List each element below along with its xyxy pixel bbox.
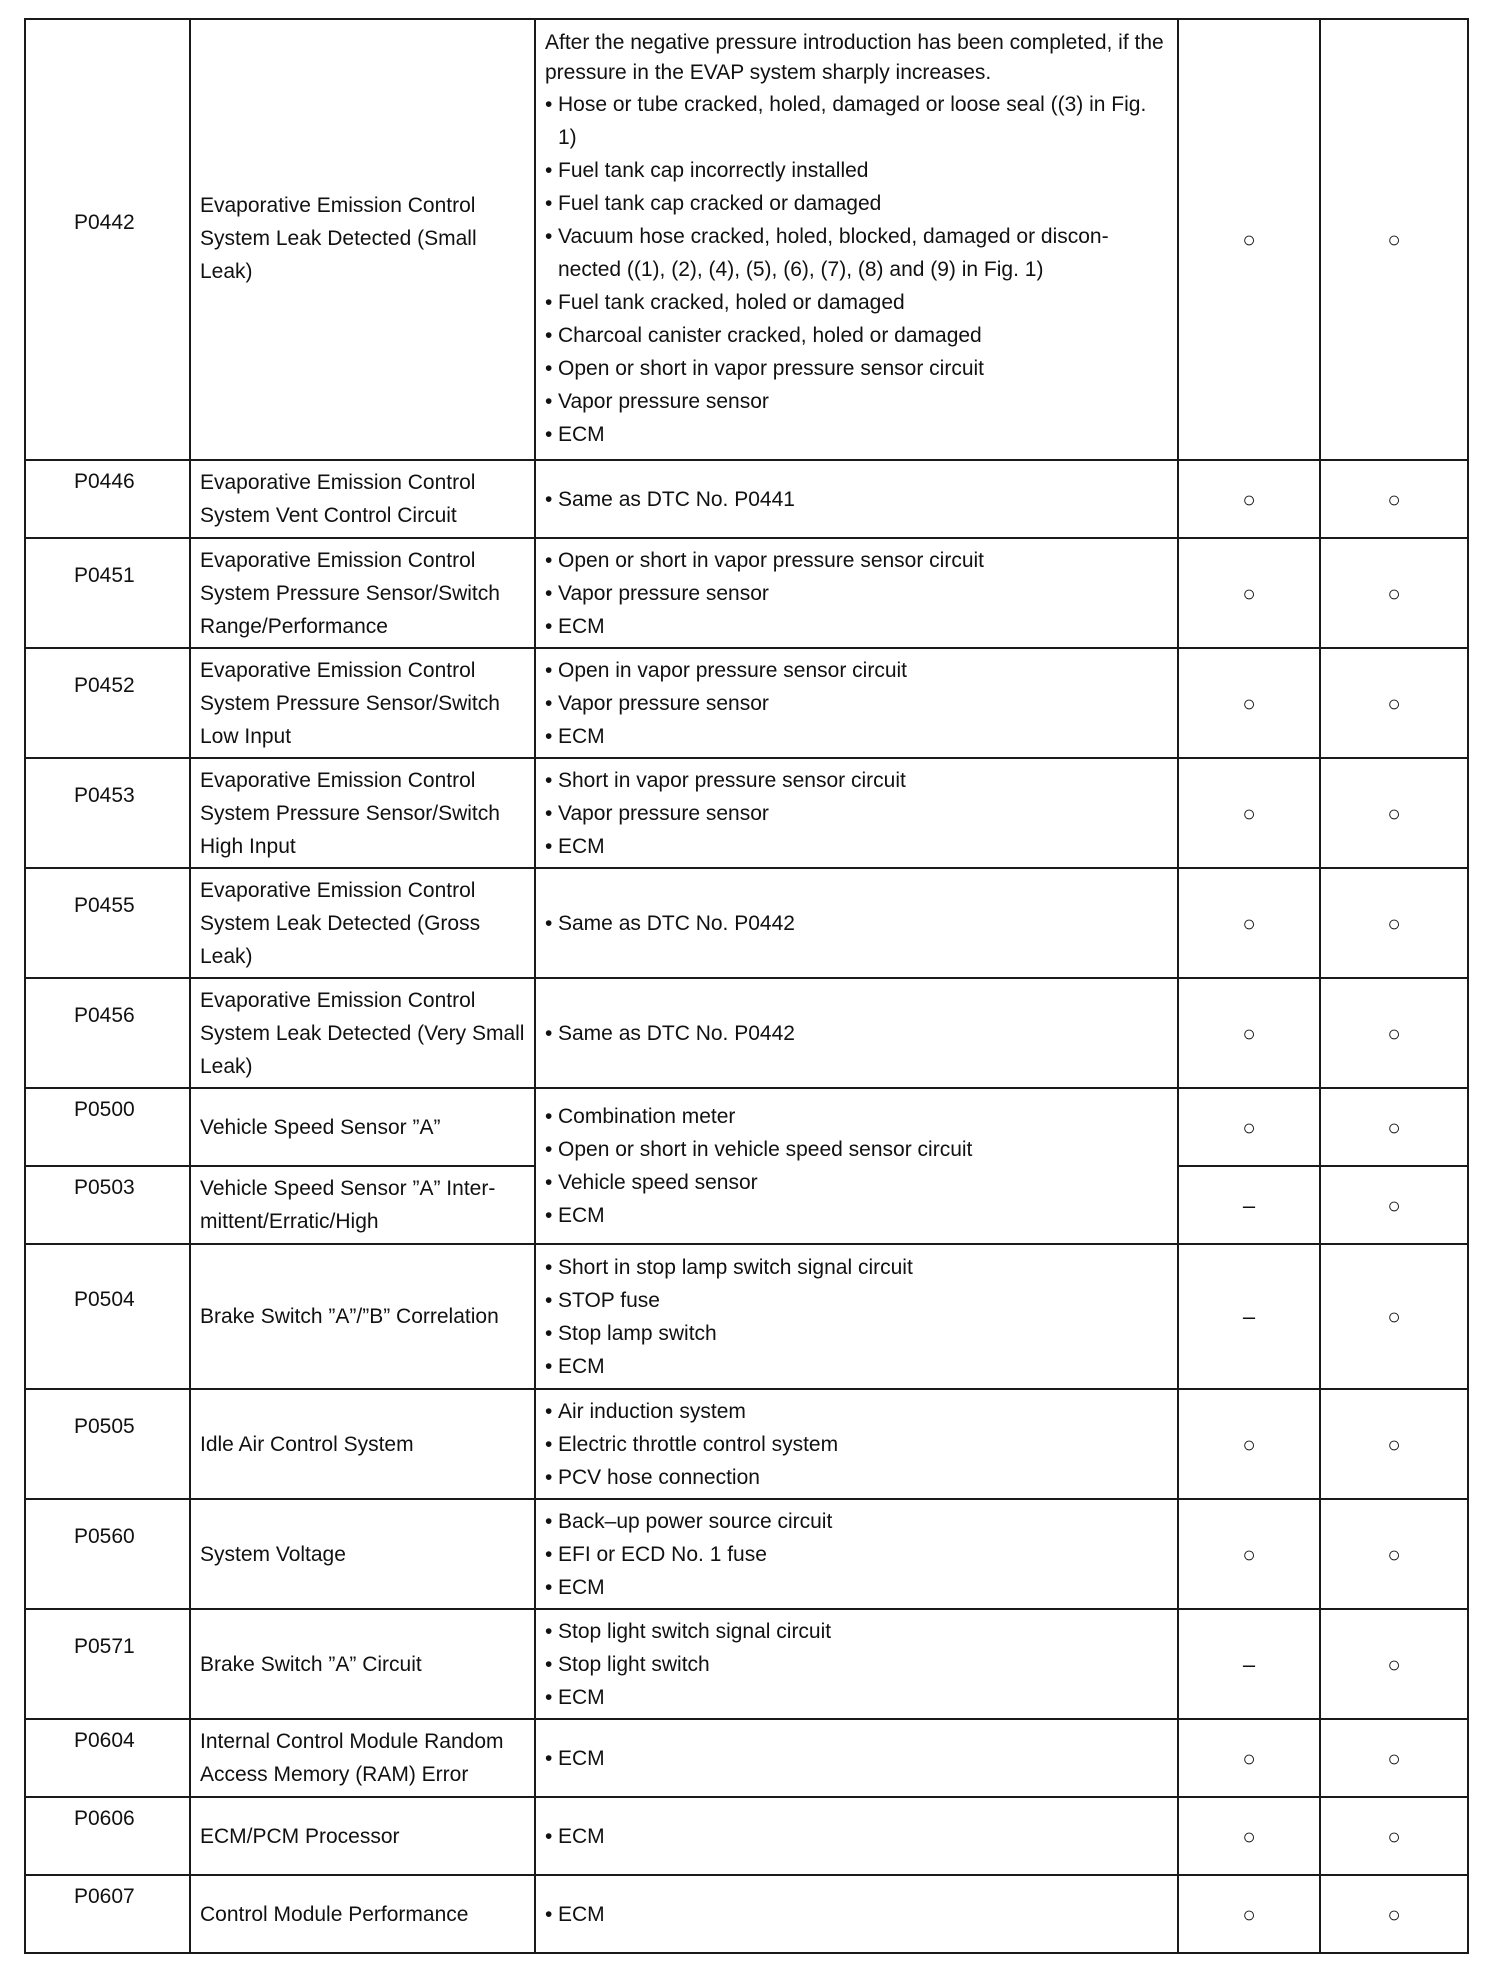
mil-indicator: ○ xyxy=(1242,690,1256,716)
memory-cell xyxy=(1320,758,1468,868)
dtc-code-cell xyxy=(25,978,190,1088)
detection-item-cell xyxy=(190,1389,535,1499)
mil-cell xyxy=(1178,978,1320,1088)
dtc-code: P0505 xyxy=(74,1415,135,1438)
table-row xyxy=(25,648,1468,758)
trouble-area-list xyxy=(545,483,1167,516)
list-item: • ECM xyxy=(545,1199,1167,1232)
trouble-area-list xyxy=(545,1898,1167,1931)
mil-cell xyxy=(1178,1244,1320,1389)
mil-cell xyxy=(1178,460,1320,538)
detection-item-cell xyxy=(190,648,535,758)
trouble-area-list xyxy=(545,1251,1167,1383)
list-item: • Stop light switch signal circuit xyxy=(545,1615,1167,1648)
list-item: • ECM xyxy=(545,720,1167,753)
trouble-area-cell xyxy=(535,1088,1178,1244)
memory-cell xyxy=(1320,1499,1468,1609)
trouble-area-cell xyxy=(535,648,1178,758)
mil-cell xyxy=(1178,1166,1320,1244)
mil-indicator: ○ xyxy=(1242,1823,1256,1849)
trouble-area-cell xyxy=(535,1875,1178,1953)
detection-item-cell xyxy=(190,1088,535,1166)
list-item: • ECM xyxy=(545,830,1167,863)
list-item: • ECM xyxy=(545,418,1167,451)
dtc-code-cell xyxy=(25,1875,190,1953)
table-row xyxy=(25,19,1468,460)
memory-cell xyxy=(1320,1166,1468,1244)
dtc-code: P0571 xyxy=(74,1635,135,1658)
list-item: • Fuel tank cap cracked or damaged xyxy=(545,187,1167,220)
mil-indicator: ○ xyxy=(1242,1541,1256,1567)
dtc-table xyxy=(24,18,1469,1954)
list-item: • Fuel tank cracked, holed or damaged xyxy=(545,286,1167,319)
trouble-area-cell xyxy=(535,978,1178,1088)
list-item: • Stop light switch xyxy=(545,1648,1167,1681)
table-row xyxy=(25,460,1468,538)
memory-cell xyxy=(1320,1389,1468,1499)
list-item: • EFI or ECD No. 1 fuse xyxy=(545,1538,1167,1571)
memory-cell xyxy=(1320,19,1468,460)
mil-cell xyxy=(1178,1088,1320,1166)
list-item: • Same as DTC No. P0442 xyxy=(545,1017,1167,1050)
mil-cell xyxy=(1178,1875,1320,1953)
dtc-code: P0504 xyxy=(74,1288,135,1311)
detection-item: Control Module Performance xyxy=(200,1902,469,1926)
list-item: • Open or short in vapor pressure sensor circuit xyxy=(545,352,1167,385)
trouble-area-list xyxy=(545,1742,1167,1775)
table-row xyxy=(25,1088,1468,1166)
mil-indicator: ○ xyxy=(1242,800,1256,826)
list-item: • PCV hose connection xyxy=(545,1461,1167,1494)
mil-indicator: ○ xyxy=(1242,1020,1256,1046)
trouble-area-list xyxy=(545,544,1167,643)
trouble-area-list xyxy=(545,907,1167,940)
detection-item: Evaporative Emission Control System Pressure Sensor/Switch High Input xyxy=(200,768,500,858)
mil-cell xyxy=(1178,758,1320,868)
table-row xyxy=(25,1875,1468,1953)
list-item: • Back–up power source circuit xyxy=(545,1505,1167,1538)
list-item: • Vacuum hose cracked, holed, blocked, damaged or discon-nected ((1), (2), (4), (5), (6), (7), (8) and (9) in Fig. 1) xyxy=(545,220,1167,286)
dtc-code: P0442 xyxy=(74,210,135,234)
table-row xyxy=(25,1389,1468,1499)
mil-cell xyxy=(1178,648,1320,758)
dtc-code-cell xyxy=(25,1166,190,1244)
list-item: • Short in vapor pressure sensor circuit xyxy=(545,764,1167,797)
trouble-area-list xyxy=(545,1505,1167,1604)
mil-cell xyxy=(1178,868,1320,978)
dtc-code: P0452 xyxy=(74,674,135,697)
list-item: • Fuel tank cap incorrectly installed xyxy=(545,154,1167,187)
dtc-code-cell xyxy=(25,648,190,758)
dtc-code-cell xyxy=(25,1244,190,1389)
trouble-area-cell xyxy=(535,1244,1178,1389)
table-row xyxy=(25,538,1468,648)
memory-cell xyxy=(1320,538,1468,648)
list-item: • Same as DTC No. P0442 xyxy=(545,907,1167,940)
mil-indicator: ○ xyxy=(1242,1114,1256,1140)
mil-indicator: ○ xyxy=(1242,910,1256,936)
list-item: • ECM xyxy=(545,1681,1167,1714)
detection-item: Evaporative Emission Control System Vent Control Circuit xyxy=(200,471,476,527)
detection-item-cell xyxy=(190,1499,535,1609)
detection-item-cell xyxy=(190,1875,535,1953)
mil-indicator: – xyxy=(1242,1651,1256,1677)
detection-item-cell xyxy=(190,19,535,460)
dtc-code-cell xyxy=(25,1609,190,1719)
trouble-area-cell xyxy=(535,868,1178,978)
list-item: • Charcoal canister cracked, holed or damaged xyxy=(545,319,1167,352)
trouble-area-cell xyxy=(535,460,1178,538)
memory-cell xyxy=(1320,1797,1468,1875)
memory-cell xyxy=(1320,648,1468,758)
mil-indicator: ○ xyxy=(1242,1901,1256,1927)
trouble-area-list xyxy=(545,88,1167,451)
mil-cell xyxy=(1178,1797,1320,1875)
dtc-code: P0606 xyxy=(74,1807,135,1830)
dtc-code: P0607 xyxy=(74,1885,135,1908)
trouble-area-intro: After the negative pressure introduction has been completed, if the pressure in the EVAP system sharply increases. xyxy=(545,31,1164,84)
detection-item-cell xyxy=(190,1166,535,1244)
memory-cell xyxy=(1320,1875,1468,1953)
detection-item: Evaporative Emission Control System Pressure Sensor/Switch Range/Performance xyxy=(200,548,500,638)
detection-item: Idle Air Control System xyxy=(200,1432,414,1456)
detection-item-cell xyxy=(190,460,535,538)
trouble-area-cell xyxy=(535,758,1178,868)
memory-indicator: ○ xyxy=(1387,1823,1401,1849)
detection-item: Internal Control Module Random Access Memory (RAM) Error xyxy=(200,1730,504,1786)
table-row xyxy=(25,1609,1468,1719)
list-item: • Open in vapor pressure sensor circuit xyxy=(545,654,1167,687)
trouble-area-cell xyxy=(535,538,1178,648)
list-item: • STOP fuse xyxy=(545,1284,1167,1317)
list-item: • ECM xyxy=(545,1742,1167,1775)
trouble-area-cell xyxy=(535,1719,1178,1797)
memory-cell xyxy=(1320,978,1468,1088)
list-item: • Vehicle speed sensor xyxy=(545,1166,1167,1199)
list-item: • ECM xyxy=(545,1898,1167,1931)
mil-indicator: ○ xyxy=(1242,486,1256,512)
memory-indicator: ○ xyxy=(1387,1651,1401,1677)
memory-indicator: ○ xyxy=(1387,1192,1401,1218)
memory-cell xyxy=(1320,1244,1468,1389)
memory-indicator: ○ xyxy=(1387,800,1401,826)
mil-indicator: ○ xyxy=(1242,1745,1256,1771)
mil-indicator: – xyxy=(1242,1192,1256,1218)
trouble-area-cell xyxy=(535,1609,1178,1719)
dtc-code-cell xyxy=(25,19,190,460)
table-row xyxy=(25,1499,1468,1609)
list-item: • Electric throttle control system xyxy=(545,1428,1167,1461)
detection-item: Vehicle Speed Sensor ”A” xyxy=(200,1115,441,1139)
list-item: • Vapor pressure sensor xyxy=(545,385,1167,418)
dtc-code: P0453 xyxy=(74,784,135,807)
memory-indicator: ○ xyxy=(1387,580,1401,606)
trouble-area-cell xyxy=(535,1499,1178,1609)
detection-item: Evaporative Emission Control System Pressure Sensor/Switch Low Input xyxy=(200,658,500,748)
table-row xyxy=(25,1797,1468,1875)
list-item: • Open or short in vapor pressure sensor circuit xyxy=(545,544,1167,577)
dtc-code: P0503 xyxy=(74,1176,135,1199)
mil-cell xyxy=(1178,538,1320,648)
detection-item-cell xyxy=(190,758,535,868)
mil-indicator: – xyxy=(1242,1304,1256,1329)
memory-cell xyxy=(1320,1088,1468,1166)
list-item: • ECM xyxy=(545,1820,1167,1853)
dtc-code: P0604 xyxy=(74,1729,135,1752)
list-item: • Stop lamp switch xyxy=(545,1317,1167,1350)
list-item: • Open or short in vehicle speed sensor circuit xyxy=(545,1133,1167,1166)
memory-indicator: ○ xyxy=(1387,690,1401,716)
dtc-code-cell xyxy=(25,460,190,538)
list-item: • ECM xyxy=(545,1571,1167,1604)
table-row xyxy=(25,868,1468,978)
memory-cell xyxy=(1320,1719,1468,1797)
detection-item-cell xyxy=(190,1719,535,1797)
memory-indicator: ○ xyxy=(1387,1745,1401,1771)
dtc-code-cell xyxy=(25,1797,190,1875)
mil-cell xyxy=(1178,1499,1320,1609)
memory-indicator: ○ xyxy=(1387,1020,1401,1046)
trouble-area-list xyxy=(545,654,1167,753)
list-item: • ECM xyxy=(545,610,1167,643)
table-row xyxy=(25,758,1468,868)
dtc-code: P0500 xyxy=(74,1098,135,1121)
mil-indicator: ○ xyxy=(1242,227,1256,252)
memory-cell xyxy=(1320,460,1468,538)
trouble-area-list xyxy=(545,1820,1167,1853)
dtc-code-cell xyxy=(25,538,190,648)
trouble-area-list xyxy=(545,1017,1167,1050)
memory-cell xyxy=(1320,1609,1468,1719)
dtc-code-cell xyxy=(25,868,190,978)
detection-item-cell xyxy=(190,868,535,978)
list-item: • Vapor pressure sensor xyxy=(545,797,1167,830)
trouble-area-cell xyxy=(535,19,1178,460)
mil-cell xyxy=(1178,1719,1320,1797)
memory-indicator: ○ xyxy=(1387,486,1401,512)
dtc-code-cell xyxy=(25,1499,190,1609)
dtc-code: P0455 xyxy=(74,894,135,917)
memory-indicator: ○ xyxy=(1387,227,1401,252)
list-item: • Air induction system xyxy=(545,1395,1167,1428)
list-item: • Combination meter xyxy=(545,1100,1167,1133)
detection-item-cell xyxy=(190,1244,535,1389)
memory-indicator: ○ xyxy=(1387,1901,1401,1927)
dtc-code-cell xyxy=(25,1719,190,1797)
list-item: • Hose or tube cracked, holed, damaged or loose seal ((3) in Fig. 1) xyxy=(545,88,1167,154)
detection-item: ECM/PCM Processor xyxy=(200,1824,400,1848)
dtc-code: P0451 xyxy=(74,564,135,587)
detection-item: Brake Switch ”A” Circuit xyxy=(200,1652,422,1676)
table-row xyxy=(25,978,1468,1088)
dtc-code-cell xyxy=(25,1389,190,1499)
dtc-code-cell xyxy=(25,1088,190,1166)
trouble-area-list xyxy=(545,1100,1167,1232)
detection-item-cell xyxy=(190,1797,535,1875)
list-item: • Short in stop lamp switch signal circuit xyxy=(545,1251,1167,1284)
memory-indicator: ○ xyxy=(1387,1431,1401,1457)
mil-indicator: ○ xyxy=(1242,1431,1256,1457)
dtc-code-cell xyxy=(25,758,190,868)
list-item: • Vapor pressure sensor xyxy=(545,687,1167,720)
memory-indicator: ○ xyxy=(1387,1304,1401,1329)
list-item: • ECM xyxy=(545,1350,1167,1383)
dtc-code: P0456 xyxy=(74,1004,135,1027)
trouble-area-list xyxy=(545,764,1167,863)
trouble-area-cell xyxy=(535,1389,1178,1499)
memory-indicator: ○ xyxy=(1387,910,1401,936)
trouble-area-cell xyxy=(535,1797,1178,1875)
trouble-area-list xyxy=(545,1615,1167,1714)
detection-item: Evaporative Emission Control System Leak Detected (Gross Leak) xyxy=(200,878,481,968)
detection-item: Evaporative Emission Control System Leak Detected (Small Leak) xyxy=(200,194,477,283)
detection-item-cell xyxy=(190,1609,535,1719)
detection-item-cell xyxy=(190,978,535,1088)
dtc-code: P0446 xyxy=(74,470,135,493)
list-item: • Vapor pressure sensor xyxy=(545,577,1167,610)
memory-cell xyxy=(1320,868,1468,978)
detection-item: Vehicle Speed Sensor ”A” Inter-mittent/Erratic/High xyxy=(200,1177,496,1233)
list-item: • Same as DTC No. P0441 xyxy=(545,483,1167,516)
mil-cell xyxy=(1178,1389,1320,1499)
detection-item: Evaporative Emission Control System Leak Detected (Very Small Leak) xyxy=(200,988,525,1078)
mil-indicator: ○ xyxy=(1242,580,1256,606)
detection-item-cell xyxy=(190,538,535,648)
mil-cell xyxy=(1178,1609,1320,1719)
table-row xyxy=(25,1244,1468,1389)
detection-item: System Voltage xyxy=(200,1542,346,1566)
detection-item: Brake Switch ”A”/”B” Correlation xyxy=(200,1305,499,1328)
trouble-area-list xyxy=(545,1395,1167,1494)
dtc-code: P0560 xyxy=(74,1525,135,1548)
memory-indicator: ○ xyxy=(1387,1114,1401,1140)
table-row xyxy=(25,1719,1468,1797)
memory-indicator: ○ xyxy=(1387,1541,1401,1567)
mil-cell xyxy=(1178,19,1320,460)
